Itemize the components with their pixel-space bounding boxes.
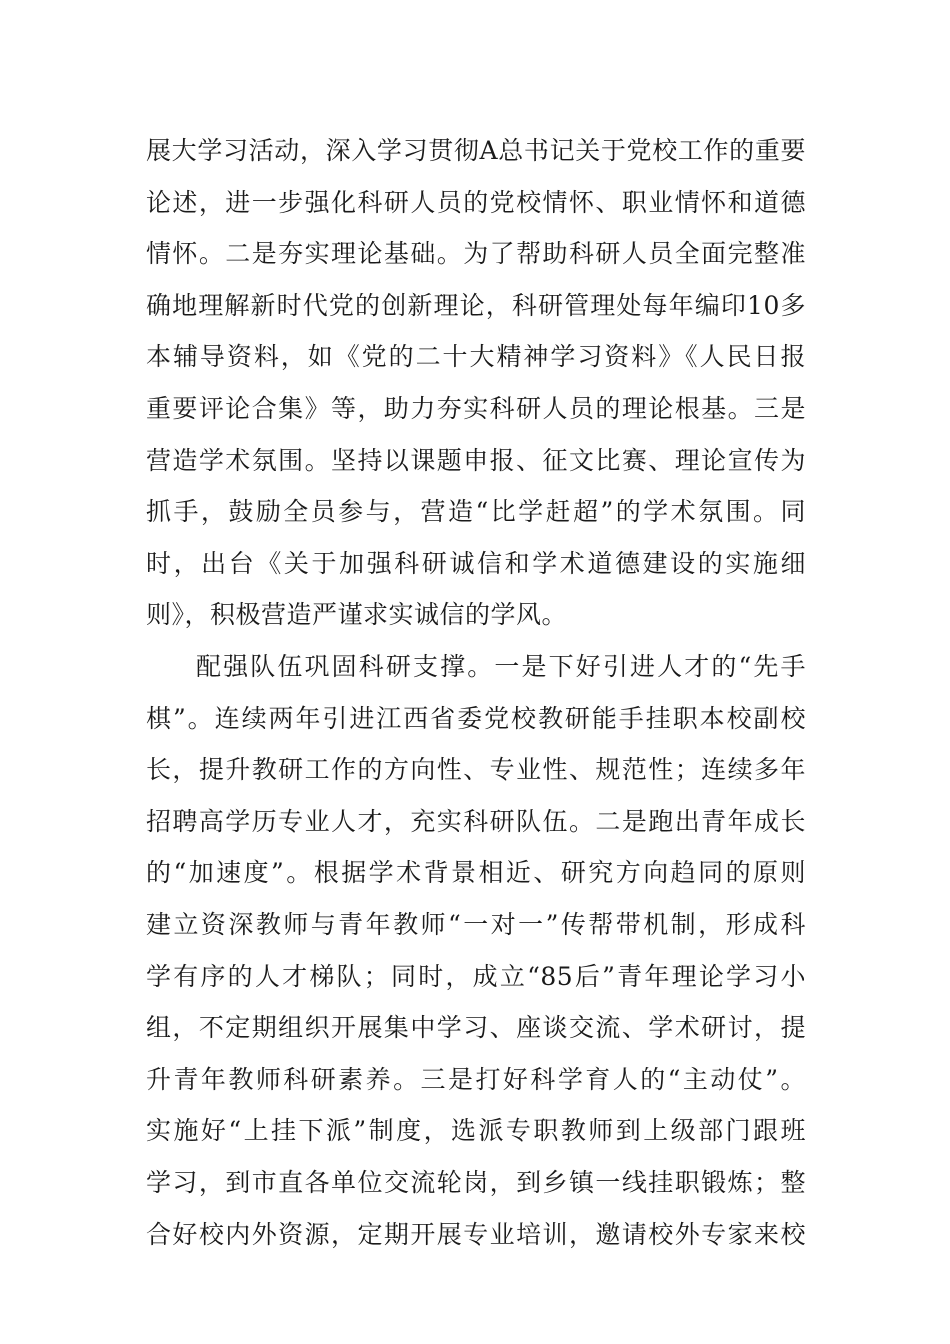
paragraph-first-line: 配强队伍巩固科研支撑。一是下好引进人才的“先手 <box>196 652 806 681</box>
text-line: 本辅导资料，如《党的二十大精神学习资料》《人民日报 <box>146 342 806 371</box>
text-line: 时，出台《关于加强科研诚信和学术道德建设的实施细 <box>146 549 806 578</box>
text-line: 的“加速度”。根据学术背景相近、研究方向趋同的原则 <box>146 858 806 887</box>
text-line: 长，提升教研工作的方向性、专业性、规范性；连续多年 <box>146 755 806 784</box>
text-line: 确地理解新时代党的创新理论，科研管理处每年编印10多 <box>146 291 806 320</box>
text-line: 则》，积极营造严谨求实诚信的学风。 <box>146 600 568 629</box>
text-line: 招聘高学历专业人才，充实科研队伍。二是跑出青年成长 <box>146 807 806 836</box>
text-line: 抓手，鼓励全员参与，营造“比学赶超”的学术氛围。同 <box>146 497 806 526</box>
text-line: 学有序的人才梯队；同时，成立“85后”青年理论学习小 <box>146 962 806 991</box>
text-line: 情怀。二是夯实理论基础。为了帮助科研人员全面完整准 <box>146 239 806 268</box>
text-line: 重要评论合集》等，助力夯实科研人员的理论根基。三是 <box>146 394 806 423</box>
text-line: 合好校内外资源，定期开展专业培训，邀请校外专家来校 <box>146 1220 806 1249</box>
text-line: 建立资深教师与青年教师“一对一”传帮带机制，形成科 <box>146 910 806 939</box>
text-line: 论述，进一步强化科研人员的党校情怀、职业情怀和道德 <box>146 188 806 217</box>
text-line: 实施好“上挂下派”制度，选派专职教师到上级部门跟班 <box>146 1116 806 1145</box>
text-line: 学习，到市直各单位交流轮岗，到乡镇一线挂职锻炼；整 <box>146 1168 806 1197</box>
text-line: 展大学习活动，深入学习贯彻A总书记关于党校工作的重要 <box>146 136 806 165</box>
text-line: 营造学术氛围。坚持以课题申报、征文比赛、理论宣传为 <box>146 446 806 475</box>
text-line: 组，不定期组织开展集中学习、座谈交流、学术研讨，提 <box>146 1013 806 1042</box>
text-line: 棋”。连续两年引进江西省委党校教研能手挂职本校副校 <box>146 704 806 733</box>
text-line: 升青年教师科研素养。三是打好科学育人的“主动仗”。 <box>146 1065 806 1094</box>
